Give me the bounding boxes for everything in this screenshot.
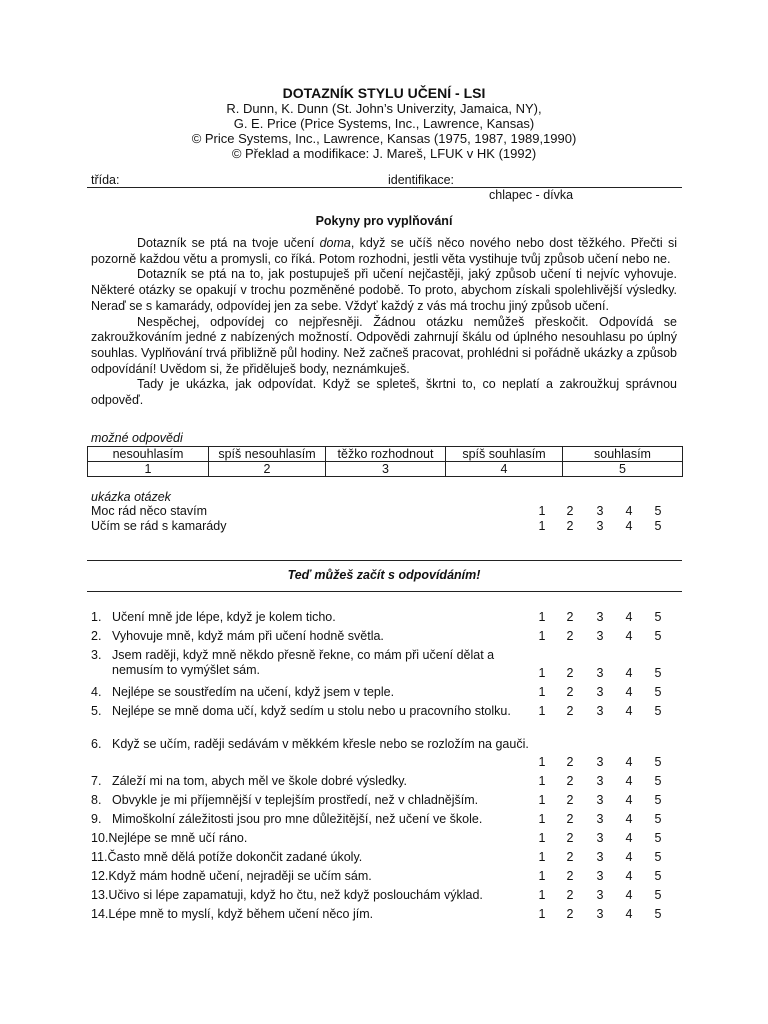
question-number: 14. [91,907,109,921]
answer-option[interactable]: 2 [566,831,574,845]
answer-option[interactable]: 3 [596,755,604,769]
question-item [91,648,532,678]
authors-line-2: G. E. Price (Price Systems, Inc., Lawrence, Kansas) [233,116,535,131]
question-answer-options[interactable] [535,907,665,923]
answer-option[interactable]: 2 [566,888,574,902]
question-number: 5. [91,704,102,718]
answer-option[interactable]: 1 [538,888,546,902]
answer-option[interactable]: 3 [596,869,604,883]
answer-option[interactable]: 3 [596,704,604,718]
question-text: Když se učím, raději sedávám v měkkém křesle nebo se rozložím na gauči. [112,737,529,751]
scale-labels-row [88,447,683,462]
answer-option[interactable]: 4 [625,685,633,699]
answer-option[interactable]: 2 [566,812,574,826]
question-text: Nejlépe se soustředím na učení, když jsem v teple. [112,685,395,699]
answer-option[interactable]: 2 [566,666,574,680]
answer-option[interactable]: 1 [538,755,546,769]
answer-option[interactable]: 5 [654,831,662,845]
question-answer-options[interactable] [535,704,665,720]
examples-label: ukázka otázek [91,490,171,504]
question-text: Často mně dělá potíže dokončit zadané úkoly. [107,850,363,864]
question-number: 8. [91,793,102,807]
question-item [91,812,532,827]
question-item [91,774,532,789]
answer-option[interactable]: 5 [654,610,662,624]
question-answer-options[interactable] [535,793,665,809]
answer-option[interactable]: 1 [538,793,546,807]
question-item [91,737,532,752]
answer-option[interactable]: 5 [654,907,662,921]
answer-option[interactable]: 5 [654,850,662,864]
answer-option[interactable]: 4 [625,831,633,845]
question-text: Lépe mně to myslí, když během učení něco jím. [108,907,374,921]
question-text: Učení mně jde lépe, když je kolem ticho. [112,610,336,624]
answer-option[interactable]: 5 [654,629,662,643]
start-answering-heading: Teď můžeš začít s odpovídáním! [287,568,481,582]
question-text: Záleží mi na tom, abych měl ve škole dobré výsledky. [112,774,408,788]
answer-option[interactable]: 2 [566,869,574,883]
question-text: Jsem raději, když mně někdo přesně řekne, co mám při učení dělat a nemusím to vymýšlet sám. [112,648,495,677]
question-number: 1. [91,610,102,624]
question-number: 9. [91,812,102,826]
scale-option-label: spíš nesouhlasím [209,447,326,462]
question-item [91,685,532,700]
response-scale-table [87,446,683,477]
answer-option[interactable]: 4 [625,504,633,518]
answer-option[interactable]: 1 [538,610,546,624]
answer-option[interactable]: 5 [654,888,662,902]
section-divider-bottom [87,591,682,592]
example-question: Učím se rád s kamarády [91,519,227,533]
question-answer-options[interactable] [535,666,665,682]
answer-option[interactable]: 2 [566,519,574,533]
answer-option[interactable]: 4 [625,704,633,718]
answer-option[interactable]: 3 [596,629,604,643]
document-title: DOTAZNÍK STYLU UČENÍ - LSI [282,85,486,101]
answer-option[interactable]: 4 [625,519,633,533]
question-item [91,831,511,846]
instructions-paragraph-4: Tady je ukázka, jak odpovídat. Když se spleteš, škrtni to, co neplatí a zakroužkuj správnou odpověď. [91,377,677,408]
answer-option[interactable]: 3 [596,907,604,921]
answer-option[interactable]: 5 [654,666,662,680]
question-answer-options[interactable] [535,685,665,701]
answer-option[interactable]: 3 [596,888,604,902]
answer-option[interactable]: 4 [625,793,633,807]
scale-option-value: 1 [88,462,209,477]
answer-option[interactable]: 3 [596,850,604,864]
question-text: Vyhovuje mně, když mám při učení hodně světla. [112,629,384,643]
answer-option[interactable]: 2 [566,850,574,864]
answer-option[interactable]: 1 [538,907,546,921]
section-divider-top [87,560,682,561]
answer-option[interactable]: 2 [566,610,574,624]
question-item [91,869,511,884]
question-item [91,629,532,644]
gender-choice[interactable]: chlapec - dívka [489,188,574,202]
question-item [91,704,532,719]
scale-values-row [88,462,683,477]
instructions-text [91,236,677,409]
scale-option-value: 4 [446,462,563,477]
question-answer-options[interactable] [535,812,665,828]
answer-option[interactable]: 3 [596,793,604,807]
question-number: 4. [91,685,102,699]
question-text: Nejlépe se mně učí ráno. [108,831,248,845]
answer-option[interactable]: 3 [596,831,604,845]
question-item [91,610,532,625]
answer-option[interactable]: 1 [538,685,546,699]
scale-label: možné odpovědi [91,431,183,445]
question-item [91,850,511,865]
answer-option[interactable]: 4 [625,907,633,921]
answer-option[interactable]: 1 [538,812,546,826]
answer-option[interactable]: 1 [538,504,546,518]
answer-option[interactable]: 2 [566,793,574,807]
scale-option-value: 2 [209,462,326,477]
instructions-paragraph-3: Nespěchej, odpovídej co nejpřesněji. Žádnou otázku nemůžeš přeskočit. Odpovídá se zakroužkováním jedné z nabízených možností. Odpovědi zahrnují škálu od úplného nesouhlasu po úplný souhlas. Vyplňování trvá přibližně půl hodiny. Než začneš pracovat, prohlédni si pořádně ukázky a způsob odpovídání! Uvědom si, že přiděluješ body, neznámkuješ. [91,314,677,376]
question-item [91,907,511,922]
answer-option[interactable]: 5 [654,869,662,883]
form-divider [87,187,682,188]
question-item [91,793,532,808]
answer-option[interactable]: 4 [625,666,633,680]
answer-option[interactable]: 2 [566,685,574,699]
question-answer-options[interactable] [535,850,665,866]
answer-option[interactable]: 1 [538,666,546,680]
question-number: 3. [91,648,102,662]
question-number: 2. [91,629,102,643]
answer-option[interactable]: 5 [654,755,662,769]
class-label: třída: [91,173,120,187]
answer-option[interactable]: 3 [596,685,604,699]
answer-option[interactable]: 5 [654,685,662,699]
question-number: 10. [91,831,109,845]
answer-option[interactable]: 3 [596,812,604,826]
answer-option[interactable]: 3 [596,519,604,533]
question-number: 12. [91,869,109,883]
answer-option[interactable]: 1 [538,869,546,883]
answer-option[interactable]: 5 [654,793,662,807]
question-answer-options[interactable] [535,869,665,885]
question-answer-options[interactable] [535,610,665,626]
answer-option[interactable]: 1 [538,519,546,533]
answer-option[interactable]: 2 [566,755,574,769]
scale-option-label: nesouhlasím [88,447,209,462]
scale-option-label: spíš souhlasím [446,447,563,462]
answer-option[interactable]: 4 [625,610,633,624]
question-text: Nejlépe se mně doma učí, když sedím u stolu nebo u pracovního stolku. [112,704,511,718]
question-answer-options[interactable] [535,774,665,790]
scale-option-value: 3 [326,462,446,477]
question-text: Mimoškolní záležitosti jsou pro mne důležitější, než učení ve škole. [112,812,483,826]
answer-option[interactable]: 1 [538,704,546,718]
answer-option[interactable]: 2 [566,774,574,788]
answer-option[interactable]: 5 [654,519,662,533]
answer-option[interactable]: 3 [596,504,604,518]
question-answer-options[interactable] [535,831,665,847]
instructions-paragraph-2: Dotazník se ptá na to, jak postupuješ při učení nejčastěji, jaký způsob učení ti nejvíc vyhovuje. Některé otázky se opakují v trochu pozměněné podobě. To proto, abychom získali spolehlivější výsledky. Neraď se s kamarády, odpovídej jen za sebe. Vždyť každý z vás má trochu jiný způsob učení. [91,267,677,313]
question-answer-options[interactable] [535,629,665,645]
scale-option-value: 5 [563,462,683,477]
question-text: Učivo si lépe zapamatuji, když ho čtu, než když poslouchám výklad. [108,888,483,902]
question-text: Když mám hodně učení, nejraději se učím sám. [108,869,372,883]
question-answer-options[interactable] [535,888,665,904]
answer-option[interactable]: 4 [625,888,633,902]
copyright-line: © Price Systems, Inc., Lawrence, Kansas (1975, 1987, 1989,1990) [191,131,577,146]
question-number: 7. [91,774,102,788]
answer-option[interactable]: 4 [625,850,633,864]
question-answer-options[interactable] [535,755,665,771]
translation-line: © Překlad a modifikace: J. Mareš, LFUK v HK (1992) [231,146,537,161]
answer-option[interactable]: 1 [538,774,546,788]
answer-option[interactable]: 2 [566,907,574,921]
answer-option[interactable]: 5 [654,774,662,788]
answer-option[interactable]: 1 [538,629,546,643]
answer-option[interactable]: 4 [625,629,633,643]
authors-line-1: R. Dunn, K. Dunn (St. John’s Univerzity, Jamaica, NY), [226,101,542,116]
example-question: Moc rád něco stavím [91,504,208,518]
question-number: 6. [91,737,102,751]
question-item [91,888,511,903]
question-number: 11. [91,850,108,864]
answer-option[interactable]: 3 [596,666,604,680]
answer-option[interactable]: 4 [625,774,633,788]
answer-option[interactable]: 3 [596,610,604,624]
answer-option[interactable]: 1 [538,850,546,864]
answer-option[interactable]: 4 [625,755,633,769]
scale-option-label: těžko rozhodnout [326,447,446,462]
identification-label: identifikace: [388,173,455,187]
answer-option[interactable]: 5 [654,704,662,718]
answer-option[interactable]: 1 [538,831,546,845]
question-number: 13. [91,888,109,902]
example-answer-options[interactable] [535,519,665,535]
answer-option[interactable]: 3 [596,774,604,788]
question-text: Obvykle je mi příjemnější v teplejším prostředí, než v chladnějším. [112,793,479,807]
answer-option[interactable]: 2 [566,504,574,518]
answer-option[interactable]: 4 [625,869,633,883]
example-answer-options[interactable] [535,504,665,520]
instructions-paragraph-1: Dotazník se ptá na tvoje učení doma, když se učíš něco nového nebo dost těžkého. Přečti si pozorně každou větu a promysli, co říká. Potom rozhodni, jestli věta vystihuje tvůj způsob učení nebo ne. [91,236,677,266]
answer-option[interactable]: 4 [625,812,633,826]
answer-option[interactable]: 5 [654,504,662,518]
answer-option[interactable]: 2 [566,629,574,643]
instructions-heading: Pokyny pro vyplňování [315,214,453,228]
answer-option[interactable]: 5 [654,812,662,826]
answer-option[interactable]: 2 [566,704,574,718]
scale-option-label: souhlasím [563,447,683,462]
